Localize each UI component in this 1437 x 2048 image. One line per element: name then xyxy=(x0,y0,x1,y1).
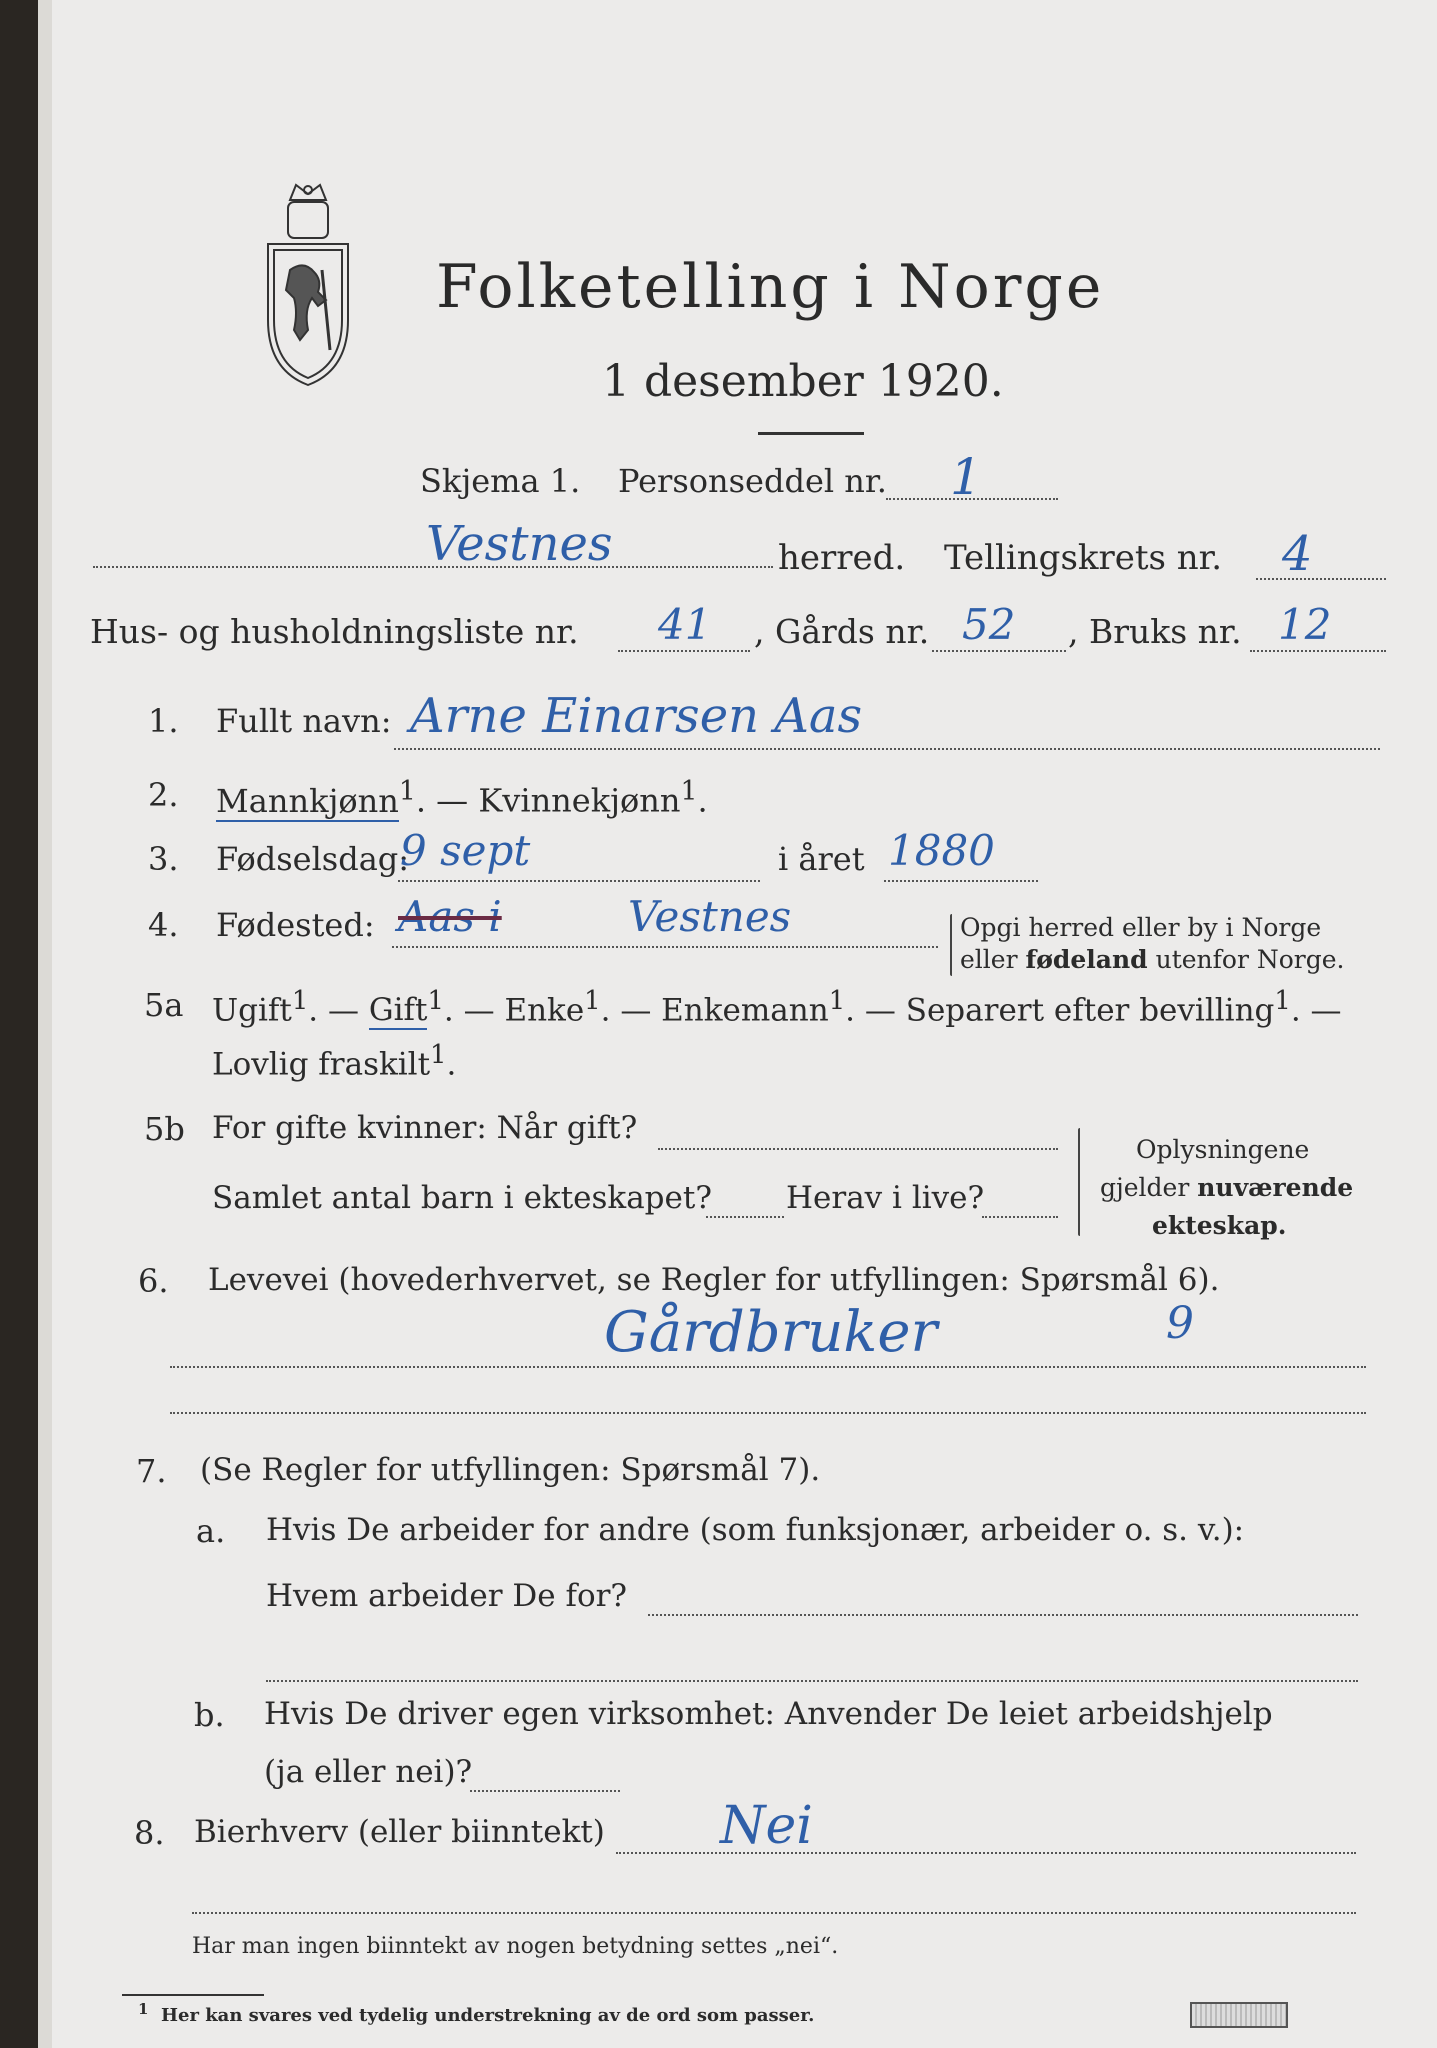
q5b-note-2a: gjelder xyxy=(1100,1173,1198,1202)
q5a-enke: Enke xyxy=(504,992,585,1029)
q1-label: Fullt navn: xyxy=(216,702,392,740)
q7a-line-2 xyxy=(266,1680,1358,1682)
q5b-note-2b: nuværende xyxy=(1197,1173,1354,1202)
gards-value: 52 xyxy=(962,600,1016,649)
q4-note-bracket xyxy=(950,914,952,976)
q7b-line xyxy=(470,1790,620,1792)
q3-value: 9 sept xyxy=(400,826,531,875)
q5b-line-1 xyxy=(658,1148,1058,1150)
q8-line-2 xyxy=(192,1912,1356,1914)
q5a-fraskilt-line: Lovlig fraskilt$^1$. xyxy=(212,1040,457,1083)
q7a-letter: a. xyxy=(196,1512,226,1550)
q2-female: Kvinnekjønn xyxy=(478,781,681,820)
norway-coat-of-arms-icon xyxy=(260,180,356,390)
q4-note-2b: fødeland xyxy=(1025,945,1148,974)
tellingskrets-value: 4 xyxy=(1282,526,1313,582)
q5a-separert: Separert efter bevilling xyxy=(905,992,1275,1029)
gards-line xyxy=(932,650,1066,652)
q4-line xyxy=(392,946,938,948)
q3-year-line xyxy=(884,880,1038,882)
q7a-question: Hvem arbeider De for? xyxy=(266,1578,628,1614)
census-date: 1 desember 1920. xyxy=(602,356,1004,407)
printer-stamp xyxy=(1190,2002,1288,2028)
q7b-text: Hvis De driver egen virksomhet: Anvender De leiet arbeidshjelp xyxy=(264,1696,1273,1732)
q3-line xyxy=(398,880,760,882)
q6-line-1 xyxy=(170,1366,1366,1368)
q7a-line-1 xyxy=(648,1614,1358,1616)
q7a-text: Hvis De arbeider for andre (som funksjonær, arbeider o. s. v.): xyxy=(266,1512,1245,1548)
hus-label: Hus- og husholdningsliste nr. xyxy=(90,612,579,651)
q7-label: (Se Regler for utfyllingen: Spørsmål 7). xyxy=(200,1452,821,1488)
q7b-question: (ja eller nei)? xyxy=(264,1754,473,1790)
q3-year-value: 1880 xyxy=(888,826,995,875)
tellingskrets-line xyxy=(1256,578,1386,580)
q6-value: Gårdbruker xyxy=(604,1300,938,1365)
q5b-label-2: Samlet antal barn i ekteskapet? xyxy=(212,1180,712,1216)
tellingskrets-label: Tellingskrets nr. xyxy=(944,538,1223,578)
q5b-label-3: Herav i live? xyxy=(786,1180,985,1216)
q5b-note-bracket xyxy=(1078,1128,1080,1236)
q4-number: 4. xyxy=(148,906,179,944)
q5b-label-1: For gifte kvinner: Når gift? xyxy=(212,1110,638,1146)
q6-mark: 9 xyxy=(1166,1298,1194,1349)
q8-value: Nei xyxy=(720,1796,813,1856)
hus-value: 41 xyxy=(658,600,712,649)
q5a-number: 5a xyxy=(144,986,184,1024)
census-form-sheet xyxy=(38,0,1437,2048)
q2-number: 2. xyxy=(148,776,179,814)
q5a-enkemann: Enkemann xyxy=(661,992,829,1029)
q8-number: 8. xyxy=(134,1814,165,1852)
q6-number: 6. xyxy=(138,1262,169,1300)
q6-line-2 xyxy=(170,1412,1366,1414)
footnote-mark: 1 xyxy=(138,2000,149,2018)
q4-note-2a: eller xyxy=(960,945,1026,974)
q3-number: 3. xyxy=(148,840,179,878)
q3-year-label: i året xyxy=(778,840,865,878)
q3-label: Fødselsdag: xyxy=(216,840,410,878)
q6-label: Levevei (hovederhvervet, se Regler for utfyllingen: Spørsmål 6). xyxy=(208,1262,1220,1298)
gards-label: , Gårds nr. xyxy=(754,612,930,651)
q5a-gift: Gift xyxy=(368,992,428,1029)
herred-label: herred. xyxy=(778,538,906,578)
title-divider xyxy=(758,432,864,435)
q5a-ugift: Ugift xyxy=(212,992,292,1029)
q7-number: 7. xyxy=(136,1452,167,1490)
q5b-note-line-3: ekteskap. xyxy=(1152,1211,1287,1240)
footnote-text: Her kan svares ved tydelig understrekning av de ord som passer. xyxy=(160,2005,815,2026)
footer-divider xyxy=(122,1994,264,1996)
skjema-label: Skjema 1. xyxy=(420,462,581,500)
q2-options: Mannkjønn$^1$. — Kvinnekjønn$^1$. xyxy=(216,776,708,820)
hus-line xyxy=(618,650,750,652)
q4-value: Vestnes xyxy=(628,892,792,941)
q5a-options: Ugift$^1$. — Gift$^1$. — Enke$^1$. — Enkemann$^1$. — Separert efter bevilling$^1$. — xyxy=(212,986,1342,1029)
bruks-line xyxy=(1250,650,1386,652)
q7b-letter: b. xyxy=(194,1696,225,1734)
footer-note: Har man ingen biinntekt av nogen betydning settes „nei“. xyxy=(192,1934,839,1959)
q5b-note-line-1: Oplysningene xyxy=(1136,1135,1310,1164)
q5a-fraskilt: Lovlig fraskilt xyxy=(212,1046,431,1083)
q4-label: Fødested: xyxy=(216,906,375,944)
q5b-line-3 xyxy=(982,1216,1058,1218)
q5b-note-line-2 xyxy=(1100,1172,1353,1204)
q4-note-line-1: Opgi herred eller by i Norge xyxy=(960,913,1322,942)
q5b-line-2 xyxy=(706,1216,784,1218)
q4-note-line-2 xyxy=(960,944,1344,976)
footnote xyxy=(138,2000,814,2026)
q1-line xyxy=(394,748,1380,750)
bruks-label: , Bruks nr. xyxy=(1068,612,1242,651)
bruks-value: 12 xyxy=(1278,600,1332,649)
q5b-number: 5b xyxy=(144,1110,185,1148)
personseddel-label: Personseddel nr. xyxy=(618,462,887,500)
herred-value: Vestnes xyxy=(426,516,613,572)
q8-label: Bierhverv (eller biinntekt) xyxy=(194,1814,605,1850)
q2-male: Mannkjønn xyxy=(216,781,399,820)
q4-note-2c: utenfor Norge. xyxy=(1147,945,1345,974)
personseddel-value: 1 xyxy=(950,448,982,506)
q1-value: Arne Einarsen Aas xyxy=(410,688,863,744)
form-title: Folketelling i Norge xyxy=(436,252,1105,322)
q1-number: 1. xyxy=(148,702,179,740)
q4-struck-value: Aas i xyxy=(398,892,502,941)
